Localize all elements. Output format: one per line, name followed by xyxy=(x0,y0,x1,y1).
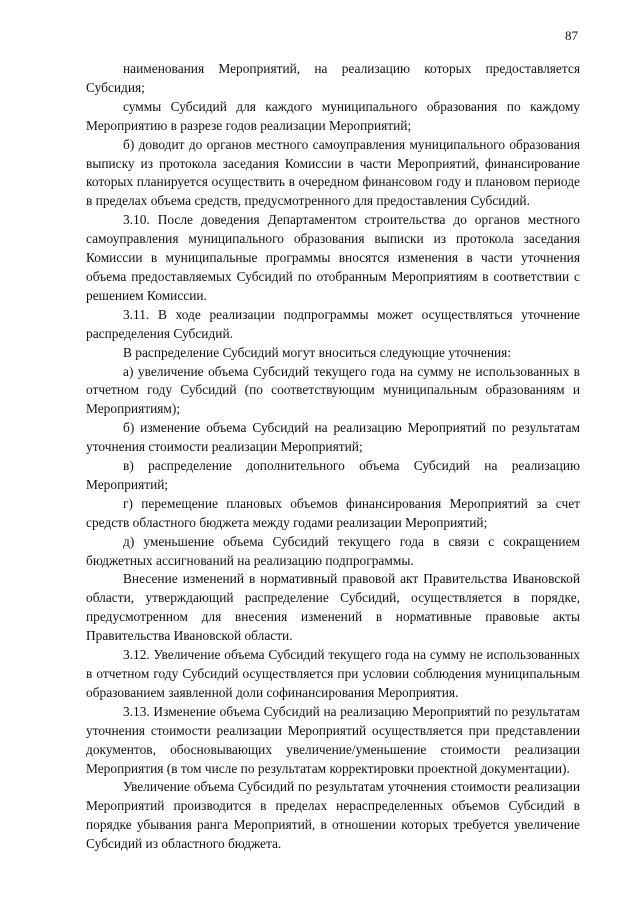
paragraph: б) доводит до органов местного самоуправления муниципального образования выписку из протокола заседания Комиссии в части Мероприятий, финансирование которых планируется осуществить в очередном финансовом году и плановом периоде в пределах объема средств, предусмотренного для предоставления Субсидий. xyxy=(86,136,580,209)
paragraph: суммы Субсидий для каждого муниципального образования по каждому Мероприятию в разрезе годов реализации Мероприятий; xyxy=(86,98,580,133)
paragraph: г) перемещение плановых объемов финансирования Мероприятий за счет средств областного бюджета между годами реализации Мероприятий; xyxy=(86,495,580,530)
paragraph: 3.11. В ходе реализации подпрограммы может осуществляться уточнение распределения Субсидий. xyxy=(86,306,580,341)
paragraph: 3.12. Увеличение объема Субсидий текущего года на сумму не использованных в отчетном году Субсидий осуществляется при условии соблюдения муниципальным образованием заявленной доли софинансирования Мероприятия. xyxy=(86,647,580,700)
paragraph: Увеличение объема Субсидий по результатам уточнения стоимости реализации Мероприятий производится в пределах нераспределенных объемов Субсидий в порядке убывания ранга Мероприятий, в отношении которых требуется увеличение Субсидий из областного бюджета. xyxy=(86,779,580,852)
paragraph: а) увеличение объема Субсидий текущего года на сумму не использованных в отчетном году Субсидий (по соответствующим муниципальным образованиям и Мероприятиям); xyxy=(86,363,580,417)
page-number: 87 xyxy=(565,28,578,43)
paragraph: б) изменение объема Субсидий на реализацию Мероприятий по результатам уточнения стоимости реализации Мероприятий; xyxy=(86,420,580,455)
paragraph: Внесение изменений в нормативный правовой акт Правительства Ивановской области, утверждающий распределение Субсидий, осуществляется в порядке, предусмотренном для внесения изменений в нормативные правовые акты Правительства Ивановской области. xyxy=(86,571,580,644)
paragraph: 3.13. Изменение объема Субсидий на реализацию Мероприятий по результатам уточнения стоимости реализации Мероприятий осуществляется при представлении документов, обосновывающих увеличение/уменьшение стоимости реализации Мероприятия (в том числе по результатам корректировки проектной документации). xyxy=(86,703,580,776)
paragraph: наименования Мероприятий, на реализацию которых предоставляется Субсидия; xyxy=(86,61,580,95)
paragraph: в) распределение дополнительного объема Субсидий на реализацию Мероприятий; xyxy=(86,458,580,492)
paragraph: 3.10. После доведения Департаментом строительства до органов местного самоуправления муниципального образования выписки из протокола заседания Комиссии в муниципальные программы вносятся изменения в части уточнения объема предоставляемых Субсидий по отобранным Мероприятиям в соответствии с решением Комиссии. xyxy=(86,212,580,303)
paragraph: д) уменьшение объема Субсидий текущего года в связи с сокращением бюджетных ассигнований на реализацию подпрограммы. xyxy=(86,533,580,568)
document-body xyxy=(86,60,580,854)
paragraph: В распределение Субсидий могут вноситься следующие уточнения: xyxy=(123,344,512,360)
